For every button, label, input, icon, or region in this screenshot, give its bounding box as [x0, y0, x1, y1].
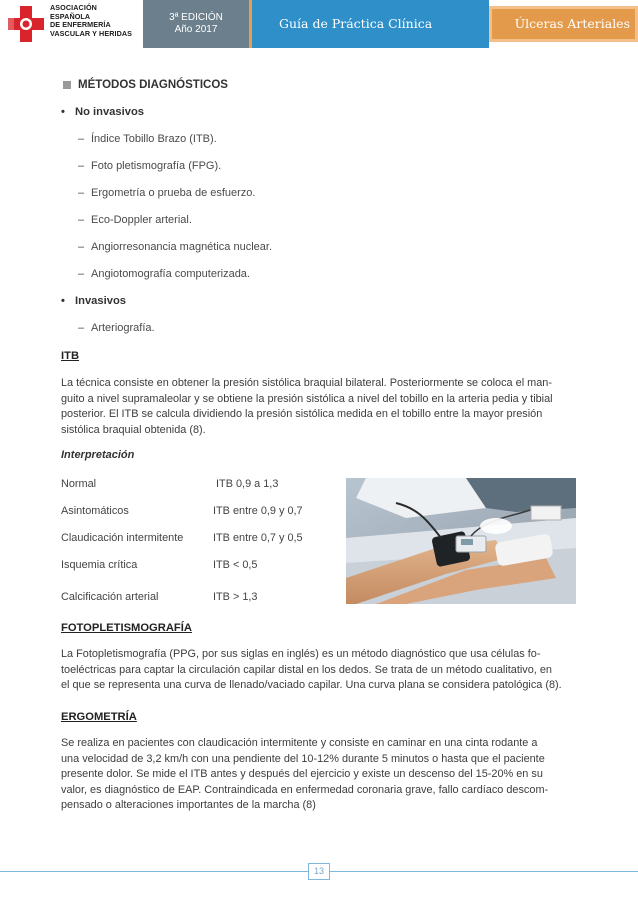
list-item: – Ergometría o prueba de esfuerzo.	[78, 187, 256, 199]
fotopletismografia-heading: FOTOPLETISMOGRAFÍA	[61, 622, 192, 634]
interpretation-row: Isquemia crítica ITB < 0,5	[61, 559, 258, 571]
bullet-dot-icon: •	[61, 106, 65, 118]
square-bullet-icon	[63, 81, 71, 89]
fotopletismografia-paragraph: La Fotopletismografía (PPG, por sus siglas en inglés) es un método diagnóstico que usa células fo- toeléctricas para captar la circulación capilar distal en los dedos. Se trata de un método cualitativo, en el que se representa una curva de llenado/vaciado capilar. Una curva plana se considera patológica (8).	[61, 648, 562, 691]
bullet-dot-icon: •	[61, 295, 65, 307]
itb-paragraph: La técnica consiste en obtener la presión sistólica braquial bilateral. Posteriormente se coloca el man- guito a nivel supramaleolar y se obtiene la presión sistólica a nivel del tobillo en la arteria pedia y tibial posterior. El ITB se calcula dividiendo la presión sistólica medida en el tobillo entre la mayor presión sistólica braquial obtenida (8).	[61, 377, 553, 436]
red-cross-logo-icon	[6, 4, 46, 44]
interpretation-row: Normal ITB 0,9 a 1,3	[61, 478, 279, 490]
list-item: – Arteriografía.	[78, 322, 155, 334]
ergometria-paragraph: Se realiza en pacientes con claudicación intermitente y consiste en caminar en una cinta rodante a una velocidad de 3,2 km/h con una pendiente del 10-12% durante 5 minutos o hasta que el paciente presente dolor. Se mide el ITB antes y después del ejercicio y existe un descenso del 15-20% en su valor, es diagnóstico de EAP. Contraindicada en enfermedad coronaria grave, fallo cardíaco descom- pensado o alteraciones importantes de la marcha (8)	[61, 737, 549, 811]
interpretation-row: Calcificación arterial ITB > 1,3	[61, 591, 258, 603]
list-item: – Índice Tobillo Brazo (ITB).	[78, 133, 217, 145]
non-invasive-bullet: • No invasivos	[61, 106, 145, 118]
page-header	[0, 0, 638, 48]
ergometria-heading: ERGOMETRÍA	[61, 711, 137, 723]
abi-measurement-photo	[346, 478, 576, 604]
page-number: 13	[308, 863, 330, 880]
guide-title: Guía de Práctica Clínica	[249, 0, 489, 48]
interpretation-row: Asintomáticos ITB entre 0,9 y 0,7	[61, 505, 303, 517]
interpretation-heading: Interpretación	[61, 449, 135, 461]
list-item: – Eco-Doppler arterial.	[78, 214, 192, 226]
section-tab: Úlceras Arteriales	[489, 6, 638, 42]
logo-text: ASOCIACIÓN ESPAÑOLA DE ENFERMERÍA VASCULAR Y HERIDAS	[50, 3, 133, 39]
list-item: – Angiorresonancia magnética nuclear.	[78, 241, 273, 253]
year-line: Año 2017	[174, 24, 218, 35]
edition-box	[143, 0, 249, 48]
section-title: MÉTODOS DIAGNÓSTICOS	[61, 78, 577, 92]
association-logo	[0, 0, 143, 48]
invasive-bullet: • Invasivos	[61, 295, 126, 307]
list-item: – Angiotomografía computerizada.	[78, 268, 250, 280]
itb-heading: ITB	[61, 350, 80, 362]
list-item: – Foto pletismografía (FPG).	[78, 160, 222, 172]
edition-line: 3ª EDICIÓN	[169, 12, 223, 23]
interpretation-row: Claudicación intermitente ITB entre 0,7 y 0,5	[61, 532, 303, 544]
page-content	[61, 78, 577, 811]
